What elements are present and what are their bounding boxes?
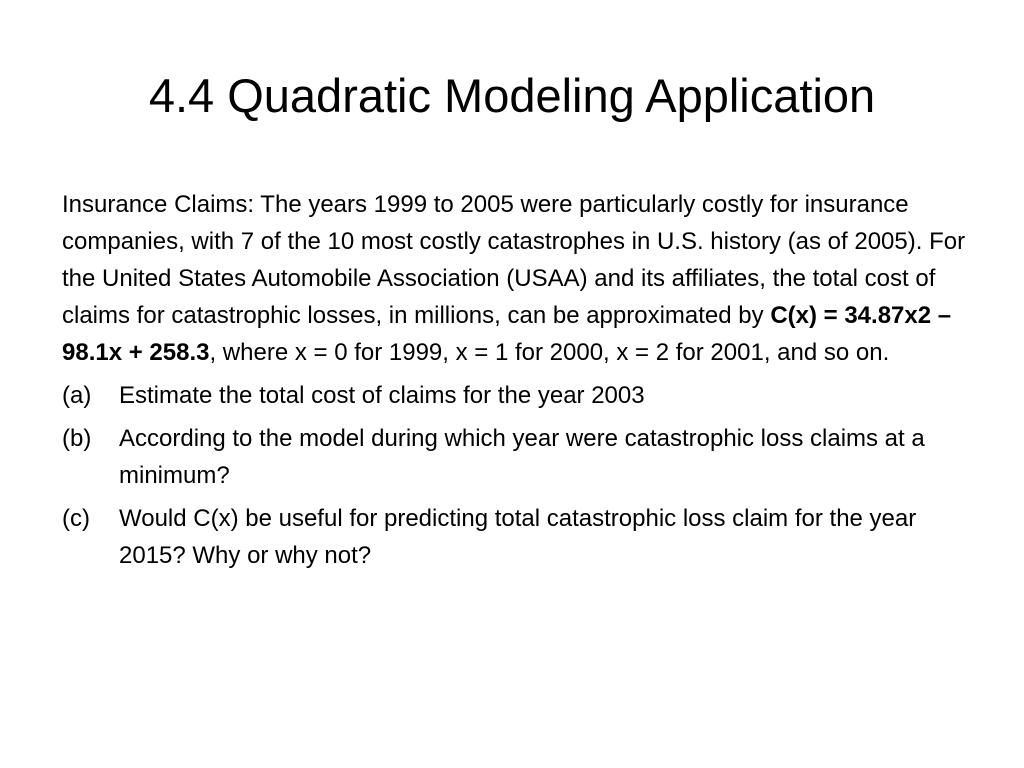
intro-text: Insurance Claims: The years 1999 to 2005 were particularly costly for insurance companies, with 7 of the 10 most costly catastrophes in U.S. history (as of 2005). For the United States Automobile Association (USAA) and its affiliates, the total cost of claims for catastrophic losses, in millions, can be approximated by [62, 191, 966, 329]
slide-title: 4.4 Quadratic Modeling Application [148, 69, 876, 122]
cost-formula: C(x) = 34.87x2 – 98.1x + 258.3 [62, 302, 952, 366]
question-a [62, 377, 972, 414]
question-b [62, 420, 972, 494]
question-marker: (a) [62, 382, 92, 409]
question-text: Estimate the total cost of claims for the year 2003 [119, 382, 645, 409]
question-marker: (c) [62, 505, 90, 532]
intro-paragraph [62, 186, 972, 371]
question-marker: (b) [62, 425, 92, 452]
question-text: Would C(x) be useful for predicting total catastrophic loss claim for the year 2015? Why or why not? [119, 505, 917, 569]
intro-text-end: , where x = 0 for 1999, x = 1 for 2000, x = 2 for 2001, and so on. [209, 339, 890, 366]
question-text: According to the model during which year were catastrophic loss claims at a minimum? [119, 425, 925, 489]
slide-body [62, 186, 972, 580]
question-c [62, 500, 972, 574]
question-list [62, 377, 972, 574]
